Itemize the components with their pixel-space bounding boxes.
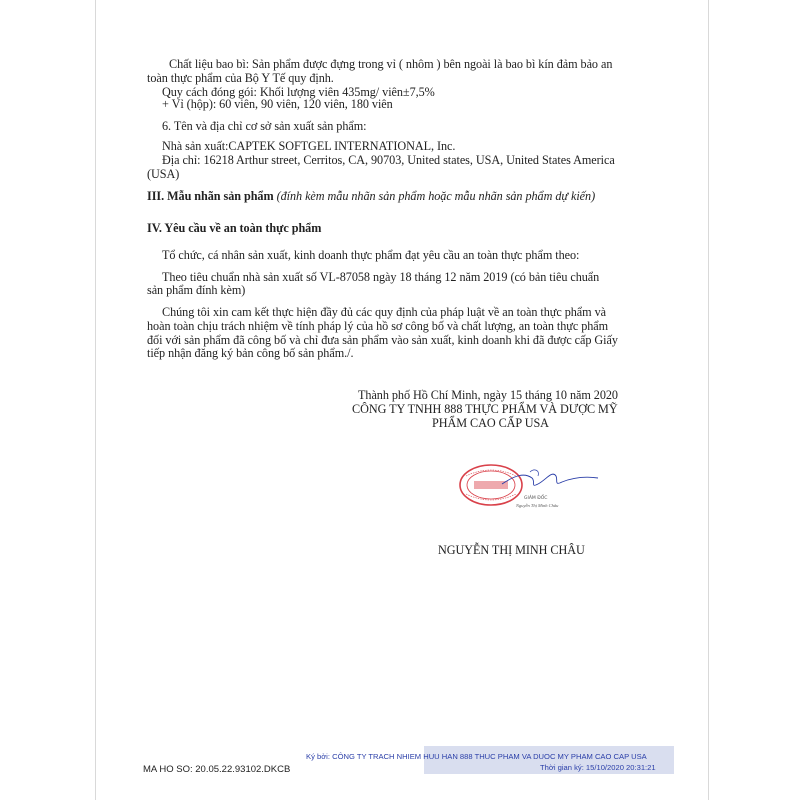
company-name-line2: PHẨM CAO CẤP USA: [432, 416, 549, 430]
text-line: hoàn toàn chịu trách nhiệm về tính pháp lý của hồ sơ công bố và chất lượng, an toàn thực phẩm: [147, 319, 609, 333]
text-line: Địa chỉ: 16218 Arthur street, Cerritos, CA, 90703, United states, USA, United States America: [162, 153, 615, 167]
text-line: Quy cách đóng gói: Khối lượng viên 435mg/ viên±7,5%: [162, 85, 435, 99]
page-left-edge: [95, 0, 96, 800]
text-line: Nhà sản xuất:CAPTEK SOFTGEL INTERNATIONAL, Inc.: [162, 139, 456, 153]
handwritten-signature-icon: [500, 462, 600, 502]
section-4-title: IV. Yêu cầu về an toàn thực phẩm: [147, 221, 322, 235]
text-line: Tổ chức, cá nhân sản xuất, kinh doanh thực phẩm đạt yêu cầu an toàn thực phẩm theo:: [162, 248, 580, 262]
place-date: Thành phố Hồ Chí Minh, ngày 15 tháng 10 năm 2020: [358, 388, 618, 402]
file-code: MA HO SO: 20.05.22.93102.DKCB: [143, 764, 291, 775]
digital-sign-time: Thời gian ký: 15/10/2020 20:31:21: [540, 763, 656, 772]
section-3-heading: [147, 189, 595, 203]
text-line: toàn thực phẩm của Bộ Y Tế quy định.: [147, 71, 334, 85]
section-3-note: (đính kèm mẫu nhãn sản phẩm hoặc mẫu nhãn sản phẩm dự kiến): [276, 189, 596, 203]
text-line: 6. Tên và địa chỉ cơ sở sản xuất sản phẩm:: [162, 119, 367, 133]
section-3-title: III. Mẫu nhãn sản phẩm: [147, 189, 274, 203]
text-line: Theo tiêu chuẩn nhà sản xuất số VL-87058 ngày 18 tháng 12 năm 2019 (có bản tiêu chuẩn: [162, 270, 600, 284]
text-line: (USA): [147, 167, 180, 181]
text-line: tiếp nhận đăng ký bản công bố sản phẩm./.: [147, 346, 354, 360]
text-line: Chúng tôi xin cam kết thực hiện đầy đủ các quy định của pháp luật về an toàn thực phẩm và: [162, 305, 607, 319]
digital-signed-by: Ký bởi: CÔNG TY TRACH NHIEM HUU HAN 888 THUC PHAM VA DUOC MY PHAM CAO CAP USA: [306, 752, 647, 761]
seal-caption: GIÁM ĐỐC: [524, 496, 548, 501]
page-right-edge: [708, 0, 709, 800]
text-line: sản phẩm đính kèm): [147, 283, 246, 297]
text-line: đối với sản phẩm đã công bố và chỉ đưa sản phẩm vào sản xuất, kinh doanh khi đã được cấp Giấy: [147, 333, 618, 347]
text-line: + Vỉ (hộp): 60 viên, 90 viên, 120 viên, 180 viên: [162, 97, 393, 111]
seal-signature-text: Nguyễn Thị Minh Châu: [516, 503, 559, 508]
company-name-line1: CÔNG TY TNHH 888 THỰC PHẨM VÀ DƯỢC MỸ: [352, 402, 618, 416]
signer-name: NGUYỄN THỊ MINH CHÂU: [438, 543, 585, 557]
text-line: Chất liệu bao bì: Sản phẩm được đựng trong vỉ ( nhôm ) bên ngoài là bao bì kín đảm bảo an: [169, 57, 613, 71]
